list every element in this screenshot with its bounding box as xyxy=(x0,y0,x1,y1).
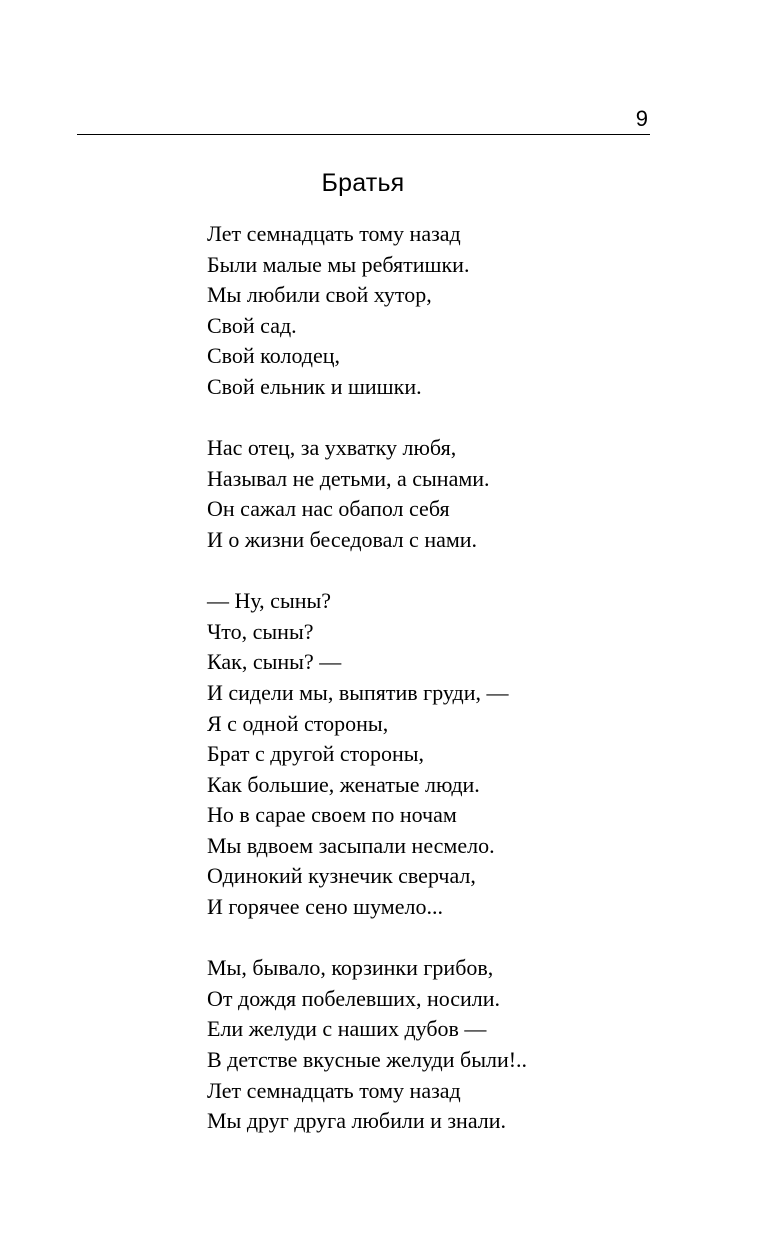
verse-line: Как большие, женатые люди. xyxy=(207,771,480,797)
verse-line: Что, сыны? xyxy=(207,618,314,644)
verse-line: Свой сад. xyxy=(207,312,297,338)
verse-line: Нас отец, за ухватку любя, xyxy=(207,435,457,461)
verse-line: Лет семнадцать тому назад xyxy=(207,1077,461,1103)
verse-line: Мы друг друга любили и знали. xyxy=(207,1108,507,1134)
verse-line: Свой колодец, xyxy=(207,343,341,369)
verse-line: Были малые мы ребятишки. xyxy=(207,251,470,277)
verse-line: Я с одной стороны, xyxy=(207,710,389,736)
verse-line: Называл не детьми, а сынами. xyxy=(207,465,490,491)
verse-line: Одинокий кузнечик сверчал, xyxy=(207,863,476,889)
stanza-3 xyxy=(207,586,527,923)
header-rule xyxy=(77,134,650,135)
stanza-4 xyxy=(207,953,527,1137)
verse-line: И горячее сено шумело... xyxy=(207,894,443,920)
verse-line: Мы вдвоем засыпали несмело. xyxy=(207,832,495,858)
verse-line: Ели желуди с наших дубов — xyxy=(207,1016,487,1042)
verse-line: Как, сыны? — xyxy=(207,649,342,675)
verse-line: От дождя побелевших, носили. xyxy=(207,985,501,1011)
verse-line: Мы, бывало, корзинки грибов, xyxy=(207,955,494,981)
stanza-1 xyxy=(207,219,527,403)
stanza-2 xyxy=(207,433,527,555)
verse-line: В детстве вкусные желуди были!.. xyxy=(207,1047,528,1073)
verse-line: — Ну, сыны? xyxy=(207,588,332,614)
verse-line: Он сажал нас обапол себя xyxy=(207,496,450,522)
verse-line: И о жизни беседовал с нами. xyxy=(207,526,478,552)
verse-line: Мы любили свой хутор, xyxy=(207,282,432,308)
poem-title: Братья xyxy=(321,169,405,197)
verse-line: Лет семнадцать тому назад xyxy=(207,221,461,246)
verse-line: Свой ельник и шишки. xyxy=(207,373,422,399)
verse-line: Но в сарае своем по ночам xyxy=(207,802,457,828)
verse-line: И сидели мы, выпятив груди, — xyxy=(207,679,509,705)
poem-body xyxy=(207,219,527,1137)
page-number: 9 xyxy=(635,106,648,131)
verse-line: Брат с другой стороны, xyxy=(207,741,425,767)
